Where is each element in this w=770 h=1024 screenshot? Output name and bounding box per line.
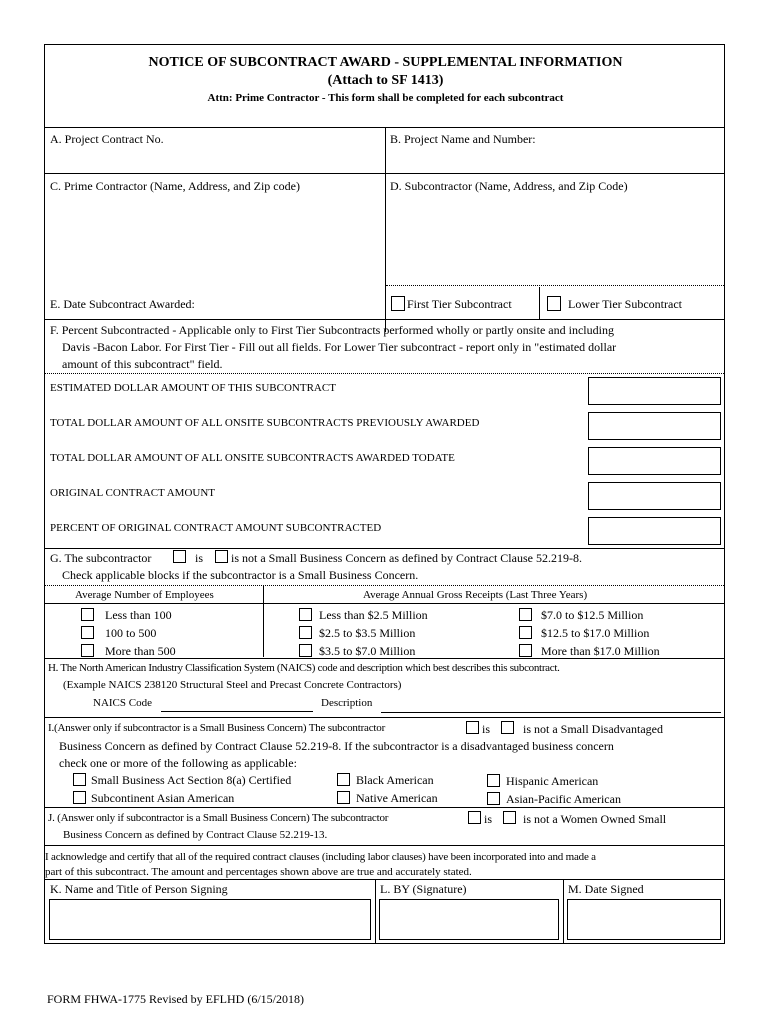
- is-not-label: is not a Small Disadvantaged: [523, 722, 663, 736]
- divider: [45, 658, 724, 659]
- project-contract-no-label: A. Project Contract No.: [50, 132, 164, 146]
- receipts-option: $12.5 to $17.0 Million: [541, 626, 650, 640]
- native-american-checkbox[interactable]: [337, 791, 350, 804]
- section-i-text: check one or more of the following as applicable:: [59, 756, 297, 770]
- section-f-text: Davis -Bacon Labor. For First Tier - Fill out all fields. For Lower Tier subcontract - report only in "estimated dollar: [62, 340, 617, 354]
- employees-100-500-checkbox[interactable]: [81, 626, 94, 639]
- divider: [539, 287, 540, 319]
- lower-tier-checkbox[interactable]: [547, 296, 561, 311]
- is-not-label: is not a Women Owned Small: [523, 812, 667, 826]
- signer-name-input[interactable]: [49, 899, 371, 940]
- previously-awarded-input[interactable]: [588, 412, 721, 440]
- certification-text: I acknowledge and certify that all of the required contract clauses (including labor clauses) have been incorporated into and made a: [45, 851, 596, 863]
- divider: [45, 845, 724, 846]
- form-subtitle: (Attach to SF 1413): [327, 73, 444, 88]
- project-name-label: B. Project Name and Number:: [390, 132, 536, 146]
- signer-name-label: K. Name and Title of Person Signing: [50, 882, 228, 896]
- date-signed-input[interactable]: [567, 899, 721, 940]
- disadvantaged-is-checkbox[interactable]: [466, 721, 479, 734]
- form-number: FORM FHWA-1775 Revised by EFLHD (6/15/2018): [47, 992, 304, 1006]
- first-tier-checkbox[interactable]: [391, 296, 405, 311]
- estimated-amount-input[interactable]: [588, 377, 721, 405]
- naics-code-label: NAICS Code: [93, 697, 152, 709]
- receipts-7-12-5-checkbox[interactable]: [519, 608, 532, 621]
- section-i-text: Business Concern as defined by Contract Clause 52.219-8. If the subcontractor is a disadvantaged business concern: [59, 739, 614, 753]
- percent-subcontracted-input[interactable]: [588, 517, 721, 545]
- 8a-certified-checkbox[interactable]: [73, 773, 86, 786]
- employees-lt100-checkbox[interactable]: [81, 608, 94, 621]
- receipts-3-5-7-checkbox[interactable]: [299, 644, 312, 657]
- divider: [45, 807, 724, 808]
- date-signed-label: M. Date Signed: [568, 882, 644, 896]
- lower-tier-label: Lower Tier Subcontract: [568, 297, 682, 311]
- hispanic-american-checkbox[interactable]: [487, 774, 500, 787]
- receipts-2-5-3-5-checkbox[interactable]: [299, 626, 312, 639]
- employees-option: Less than 100: [105, 608, 172, 622]
- receipts-12-5-17-checkbox[interactable]: [519, 626, 532, 639]
- disadvantaged-option: Asian-Pacific American: [506, 792, 621, 806]
- divider: [45, 319, 724, 320]
- small-business-is-not-checkbox[interactable]: [215, 550, 228, 563]
- description-label: Description: [321, 697, 373, 709]
- black-american-checkbox[interactable]: [337, 773, 350, 786]
- signature-label: L. BY (Signature): [380, 882, 467, 896]
- section-g-prefix: G. The subcontractor: [50, 551, 152, 565]
- original-amount-input[interactable]: [588, 482, 721, 510]
- employees-option: 100 to 500: [105, 626, 157, 640]
- subcontractor-field[interactable]: [386, 195, 724, 283]
- original-amount-label: ORIGINAL CONTRACT AMOUNT: [50, 487, 215, 499]
- section-i-prefix: I.(Answer only if subcontractor is a Small Business Concern) The subcontractor: [48, 722, 386, 734]
- percent-subcontracted-label: PERCENT OF ORIGINAL CONTRACT AMOUNT SUBCONTRACTED: [50, 522, 382, 534]
- section-f-text: amount of this subcontract" field.: [62, 357, 223, 371]
- divider: [45, 548, 724, 549]
- divider: [45, 603, 724, 604]
- receipts-option: More than $17.0 Million: [541, 644, 660, 658]
- date-awarded-label: E. Date Subcontract Awarded:: [50, 297, 195, 311]
- certification-text: part of this subcontract. The amount and percentages shown above are true and accurately stated.: [45, 866, 472, 878]
- signature-input[interactable]: [379, 899, 559, 940]
- disadvantaged-option: Hispanic American: [506, 774, 599, 788]
- employees-header: Average Number of Employees: [75, 589, 214, 601]
- employees-option: More than 500: [105, 644, 176, 658]
- is-not-label: is not a Small Business Concern as defined by Contract Clause 52.219-8.: [231, 551, 582, 565]
- small-business-is-checkbox[interactable]: [173, 550, 186, 563]
- section-g-instruction: Check applicable blocks if the subcontractor is a Small Business Concern.: [62, 568, 419, 582]
- receipts-option: $7.0 to $12.5 Million: [541, 608, 644, 622]
- receipts-gt17-checkbox[interactable]: [519, 644, 532, 657]
- women-owned-is-checkbox[interactable]: [468, 811, 481, 824]
- disadvantaged-option: Native American: [356, 791, 438, 805]
- receipts-option: $3.5 to $7.0 Million: [319, 644, 416, 658]
- section-h-text: H. The North American Industry Classification System (NAICS) code and description which best describes this subcontract.: [48, 662, 560, 674]
- previously-awarded-label: TOTAL DOLLAR AMOUNT OF ALL ONSITE SUBCONTRACTS PREVIOUSLY AWARDED: [50, 417, 480, 429]
- disadvantaged-option: Black American: [356, 773, 434, 787]
- section-f-text: F. Percent Subcontracted - Applicable only to First Tier Subcontracts performed wholly or partly onsite and including: [50, 323, 614, 337]
- section-h-example: (Example NAICS 238120 Structural Steel and Precast Concrete Contractors): [63, 679, 402, 691]
- first-tier-label: First Tier Subcontract: [407, 297, 512, 311]
- section-j-text: Business Concern as defined by Contract Clause 52.219-13.: [63, 829, 328, 841]
- divider: [386, 285, 724, 286]
- divider: [263, 585, 264, 657]
- receipts-lt2-5-checkbox[interactable]: [299, 608, 312, 621]
- awarded-todate-label: TOTAL DOLLAR AMOUNT OF ALL ONSITE SUBCONTRACTS AWARDED TODATE: [50, 452, 455, 464]
- asian-pacific-checkbox[interactable]: [487, 792, 500, 805]
- prime-contractor-label: C. Prime Contractor (Name, Address, and Zip code): [50, 179, 300, 193]
- form-title: NOTICE OF SUBCONTRACT AWARD - SUPPLEMENTAL INFORMATION: [148, 55, 623, 70]
- form-frame: [44, 44, 725, 944]
- divider: [375, 879, 376, 943]
- divider: [45, 585, 724, 586]
- divider: [45, 879, 724, 880]
- project-name-field[interactable]: [386, 128, 724, 173]
- prime-contractor-field[interactable]: [45, 195, 385, 285]
- disadvantaged-is-not-checkbox[interactable]: [501, 721, 514, 734]
- project-contract-no-field[interactable]: [45, 128, 385, 173]
- divider: [45, 717, 724, 718]
- disadvantaged-option: Small Business Act Section 8(a) Certified: [91, 773, 292, 787]
- attn-note: Attn: Prime Contractor - This form shall be completed for each subcontract: [207, 92, 564, 104]
- receipts-option: Less than $2.5 Million: [319, 608, 428, 622]
- estimated-amount-label: ESTIMATED DOLLAR AMOUNT OF THIS SUBCONTRACT: [50, 382, 336, 394]
- divider: [563, 879, 564, 943]
- divider: [45, 173, 724, 174]
- awarded-todate-input[interactable]: [588, 447, 721, 475]
- receipts-option: $2.5 to $3.5 Million: [319, 626, 416, 640]
- is-label: is: [484, 812, 493, 826]
- naics-code-input[interactable]: [161, 711, 313, 712]
- receipts-header: Average Annual Gross Receipts (Last Three Years): [363, 589, 588, 601]
- women-owned-is-not-checkbox[interactable]: [503, 811, 516, 824]
- subcontractor-label: D. Subcontractor (Name, Address, and Zip Code): [390, 179, 628, 193]
- naics-description-input[interactable]: [381, 712, 721, 713]
- is-label: is: [195, 551, 204, 565]
- disadvantaged-option: Subcontinent Asian American: [91, 791, 235, 805]
- is-label: is: [482, 722, 491, 736]
- divider: [45, 373, 724, 374]
- section-j-prefix: J. (Answer only if subcontractor is a Small Business Concern) The subcontractor: [48, 812, 389, 824]
- employees-gt500-checkbox[interactable]: [81, 644, 94, 657]
- subcontinent-asian-checkbox[interactable]: [73, 791, 86, 804]
